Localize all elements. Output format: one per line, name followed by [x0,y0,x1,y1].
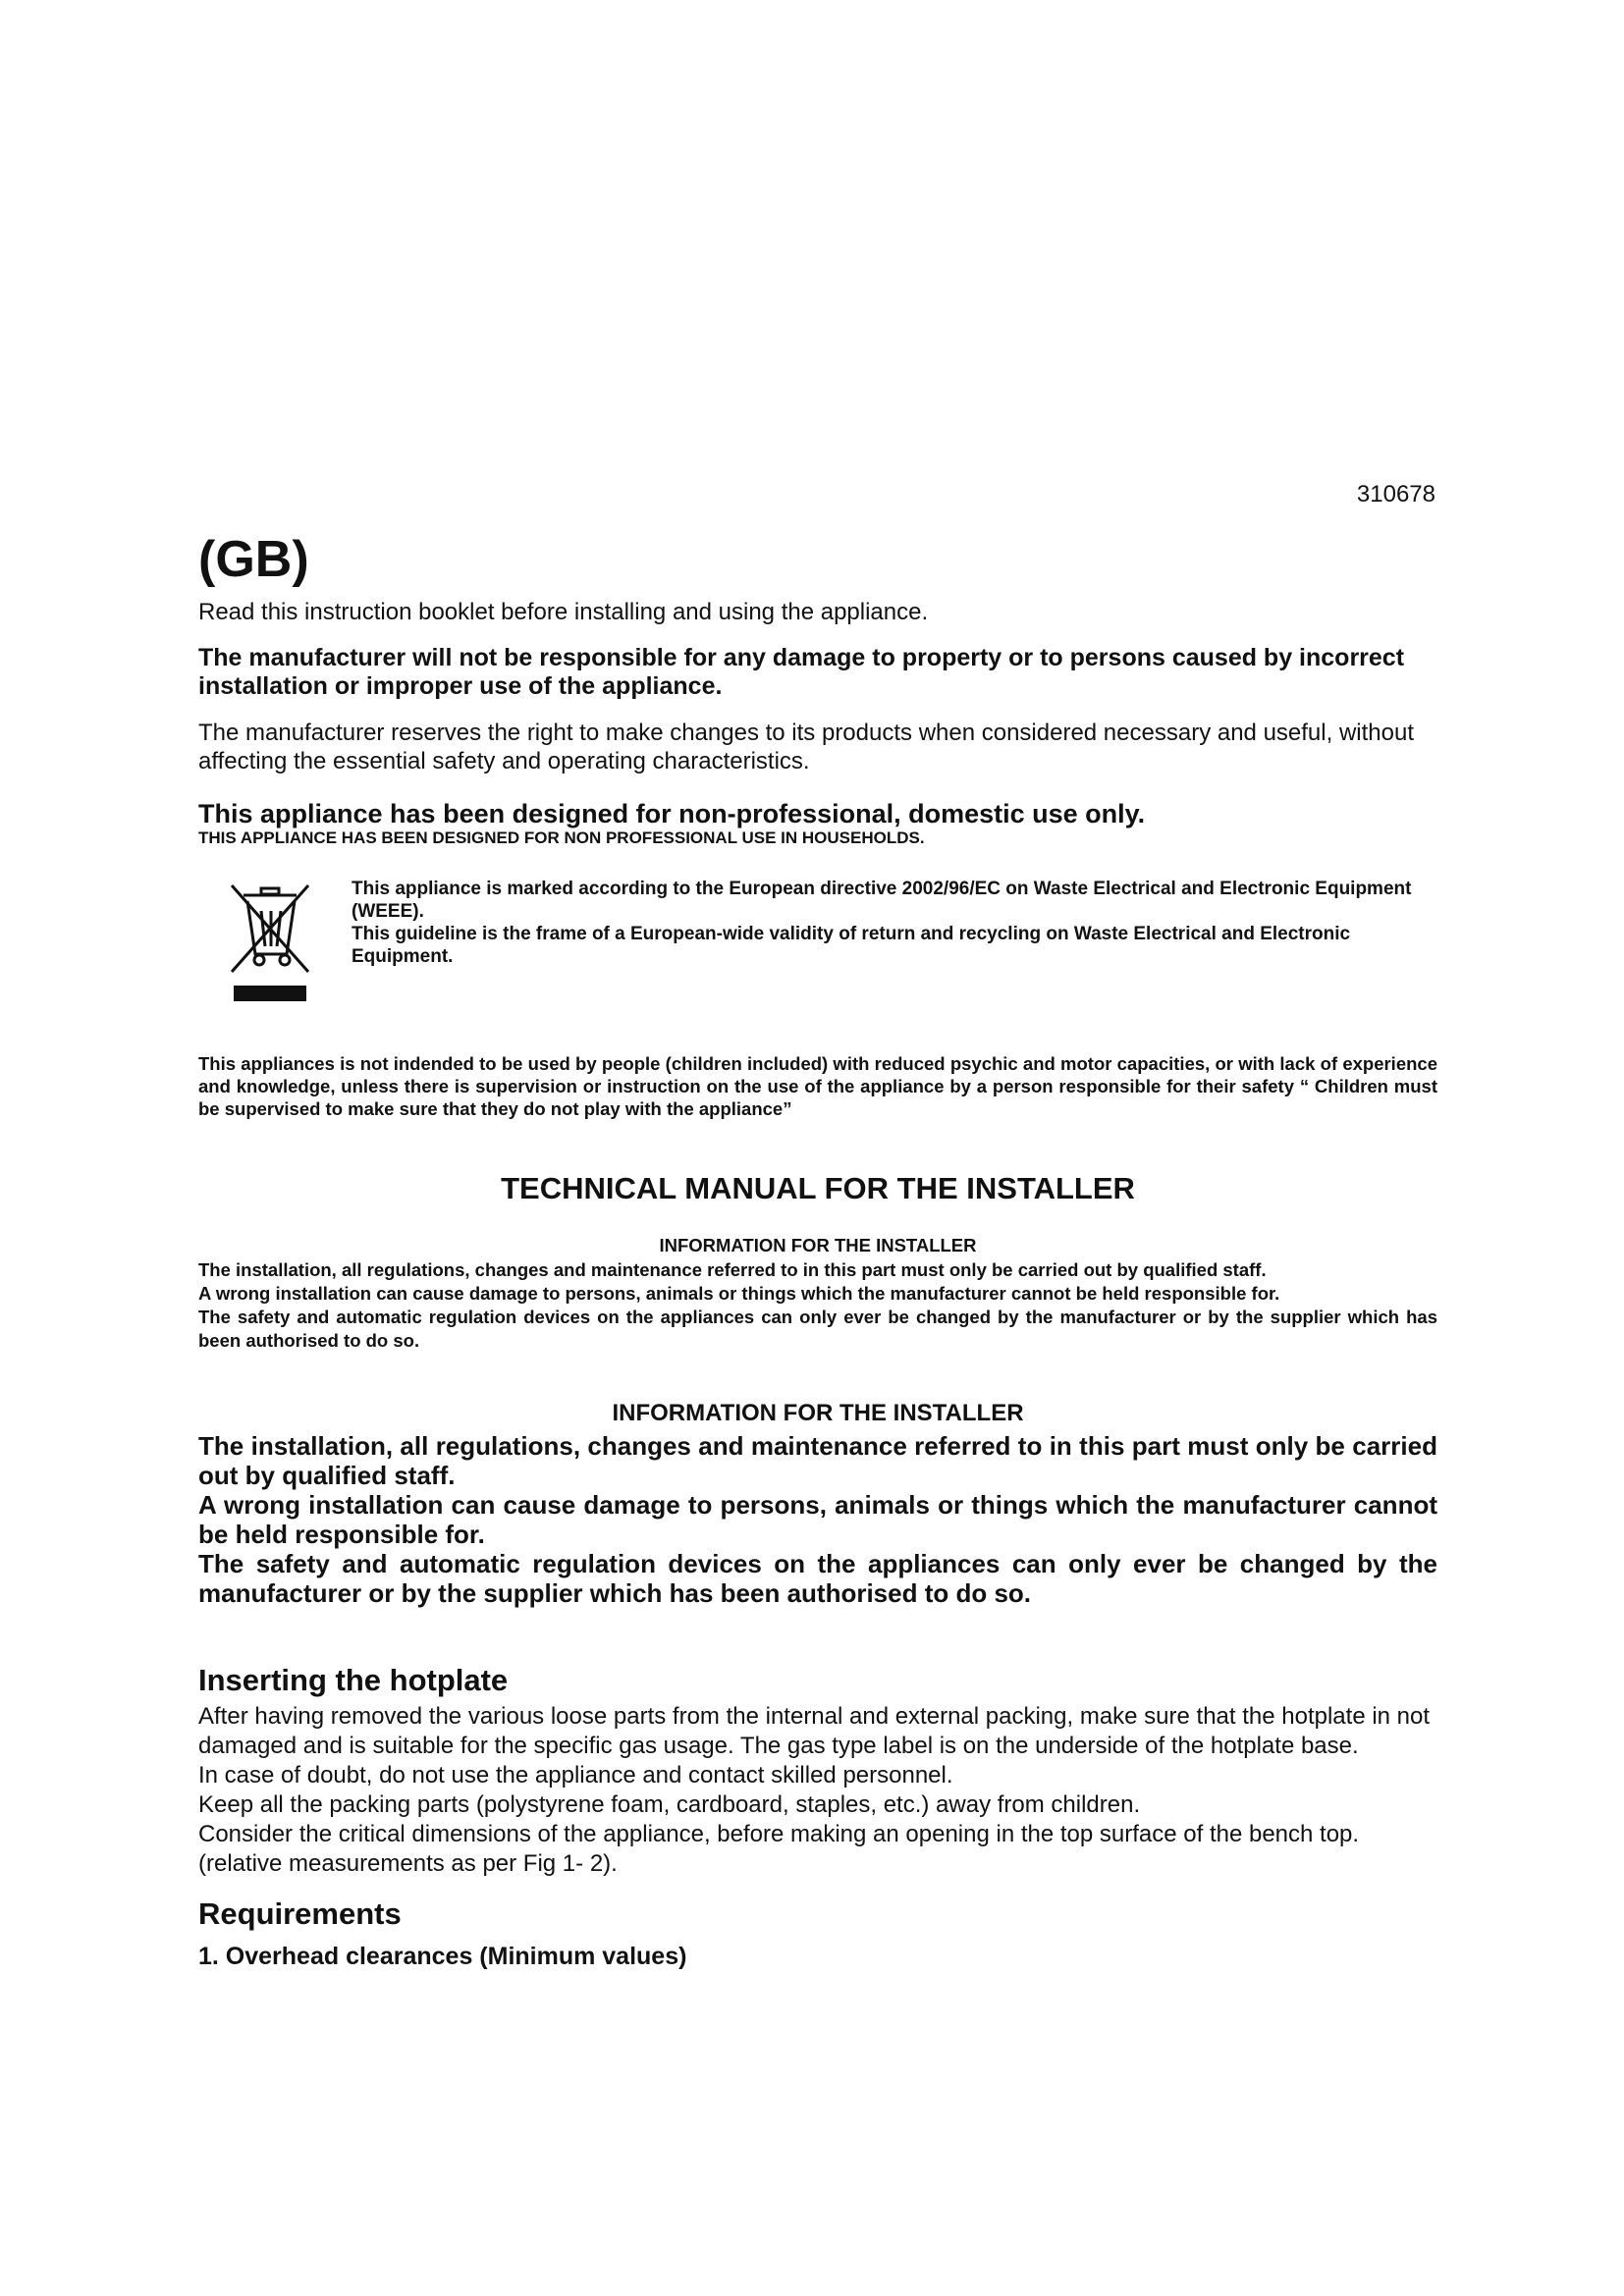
inserting-paragraph: After having removed the various loose parts from the internal and external packing, make sure that the hotplate in not damaged and is suitable for the specific gas usage. The gas type label is on the underside of the hotplate base. [198,1703,1431,1760]
weee-directive-text: This appliance is marked according to the European directive 2002/96/EC on Waste Electrical and Electronic Equipment (WEEE). [352,879,1412,923]
weee-section [198,878,1437,1009]
installer-info-large [198,1400,1437,1608]
intro-text: Read this instruction booklet before installing and using the appliance. [198,599,929,626]
weee-text [352,878,1437,968]
installer-info-large-line: A wrong installation can cause damage to persons, animals or things which the manufacturer cannot be held responsible for. [198,1490,1437,1550]
liability-notice: The manufacturer will not be responsible for any damage to property or to persons caused by incorrect installation or improper use of the appliance. [198,644,1405,701]
weee-guideline-text: This guideline is the frame of a European-wide validity of return and recycling on Waste Electrical and Electronic Equipment. [352,924,1351,968]
installer-info-small-title: INFORMATION FOR THE INSTALLER [659,1235,977,1256]
installer-info-large-title: INFORMATION FOR THE INSTALLER [612,1400,1024,1427]
inserting-paragraph: In case of doubt, do not use the appliance and contact skilled personnel. [198,1762,953,1789]
requirement-item: 1. Overhead clearances (Minimum values) [198,1943,687,1971]
installer-info-large-line: The installation, all regulations, changes and maintenance referred to in this part must only be carried out by qualified staff. [198,1431,1437,1491]
document-content [198,532,1437,1971]
households-notice: THIS APPLIANCE HAS BEEN DESIGNED FOR NON PROFESSIONAL USE IN HOUSEHOLDS. [198,828,925,848]
changes-notice: The manufacturer reserves the right to make changes to its products when considered necessary and useful, without affecting the essential safety and operating characteristics. [198,720,1414,775]
inserting-paragraph: Consider the critical dimensions of the appliance, before making an opening in the top surface of the bench top. (relative measurements as per Fig 1- 2). [198,1821,1360,1878]
installer-info-small-line: The safety and automatic regulation devices on the appliances can only ever be changed by the manufacturer or by the supplier which has been authorised to do so. [198,1307,1437,1352]
requirements-heading: Requirements [198,1896,402,1932]
installer-info-small-line: The installation, all regulations, changes and maintenance referred to in this part must only be carried out by qualified staff. [198,1259,1267,1281]
inserting-hotplate-body [198,1702,1437,1879]
inserting-hotplate-heading: Inserting the hotplate [198,1663,509,1698]
inserting-paragraph: Keep all the packing parts (polystyrene foam, cardboard, staples, etc.) away from children. [198,1791,1141,1819]
domestic-use-notice: This appliance has been designed for non-professional, domestic use only. [198,799,1146,829]
crossed-out-wheelie-bin-icon [226,881,314,1009]
installer-info-small-line: A wrong installation can cause damage to persons, animals or things which the manufacturer cannot be held responsible for. [198,1283,1280,1305]
language-code: (GB) [198,531,309,588]
people-warning: This appliances is not indended to be used by people (children included) with reduced psychic and motor capacities, or with lack of experience and knowledge, unless there is supervision or instruction on the use of the appliance by a person responsible for their safety “ Children must be supervised to make sure that they do not play with the appliance” [198,1053,1437,1120]
document-number: 310678 [1356,481,1435,507]
technical-manual-title: TECHNICAL MANUAL FOR THE INSTALLER [501,1171,1135,1206]
installer-info-large-line: The safety and automatic regulation devices on the appliances can only ever be changed by the manufacturer or by the supplier which has been authorised to do so. [198,1549,1437,1609]
installer-info-small [198,1234,1437,1353]
